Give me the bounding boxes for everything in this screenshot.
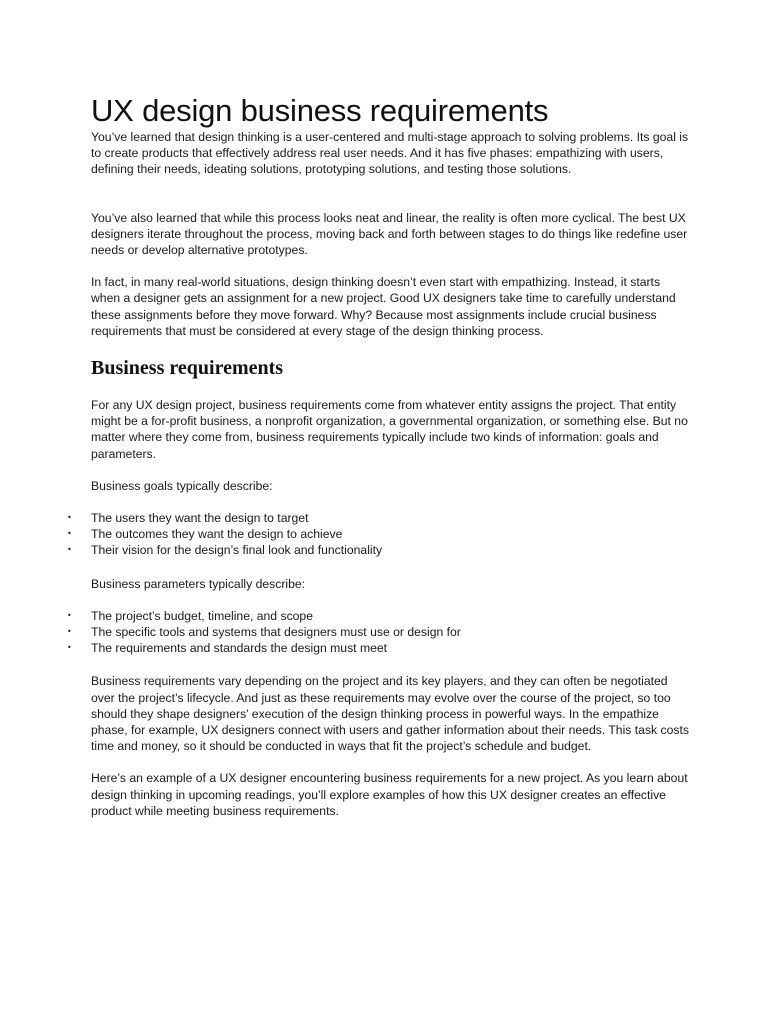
section-intro-paragraph: For any UX design project, business requirements come from whatever entity assigns the project. That entity might be a for-profit business, a nonprofit organization, a governmental organization, or something else. But no matter where they come from, business requirements typically include two kinds of information: goals and parameters. — [91, 398, 688, 461]
spacer — [91, 592, 691, 608]
spacer — [91, 380, 691, 397]
spacer — [91, 339, 691, 356]
section-heading: Business requirements — [91, 357, 284, 380]
list-item — [67, 608, 691, 624]
bullet-icon: • — [67, 610, 72, 620]
bullet-icon: • — [67, 643, 72, 653]
goals-lead: Business goals typically describe: — [91, 478, 273, 493]
spacer — [91, 258, 691, 274]
spacer — [91, 754, 691, 770]
list-item — [67, 542, 691, 558]
bullet-icon: • — [67, 529, 72, 539]
spacer — [91, 178, 691, 210]
parameters-lead: Business parameters typically describe: — [91, 576, 306, 591]
list-item-text: The requirements and standards the design must meet — [91, 641, 388, 656]
list-item — [67, 510, 691, 526]
list-item-text: The project’s budget, timeline, and scope — [91, 608, 313, 623]
spacer — [91, 559, 691, 576]
bullet-icon: • — [67, 513, 72, 523]
closing-paragraph-1: Business requirements vary depending on the project and its key players, and they can often be negotiated over the project’s lifecycle. And just as these requirements may evolve over the course of the project, so too should they shape designers’ execution of the design thinking process in powerful ways. In the empathize phase, for example, UX designers connect with users and gather information about their needs. This task costs time and money, so it should be conducted in ways that fit the project’s schedule and budget. — [91, 674, 689, 754]
spacer — [91, 494, 691, 510]
parameters-list — [67, 608, 691, 657]
list-item — [67, 640, 691, 656]
page-title: UX design business requirements — [91, 93, 549, 128]
list-item-text: Their vision for the design’s final look and functionality — [91, 543, 383, 558]
intro-paragraph-3: In fact, in many real-world situations, design thinking doesn’t even start with empathizing. Instead, it starts when a designer gets an assignment for a new project. Good UX designers take time to carefully understand these assignments before they move forward. Why? Because most assignments include crucial business requirements that must be considered at every stage of the design thinking process. — [91, 275, 676, 338]
goals-list — [67, 510, 691, 559]
list-item-text: The users they want the design to target — [91, 511, 309, 526]
list-item — [67, 624, 691, 640]
document-page — [67, 93, 691, 819]
list-item — [67, 526, 691, 542]
spacer — [91, 462, 691, 478]
spacer — [91, 656, 691, 673]
list-item-text: The specific tools and systems that designers must use or design for — [91, 625, 461, 640]
intro-paragraph-2: You’ve also learned that while this process looks neat and linear, the reality is often more cyclical. The best UX designers iterate throughout the process, moving back and forth between stages to do things like redefine user needs or develop alternative prototypes. — [91, 210, 688, 258]
bullet-icon: • — [67, 627, 72, 637]
closing-paragraph-2: Here’s an example of a UX designer encountering business requirements for a new project. As you learn about design thinking in upcoming readings, you’ll explore examples of how this UX designer creates an effective product while meeting business requirements. — [91, 771, 688, 818]
bullet-icon: • — [67, 545, 72, 555]
intro-paragraph-1: You’ve learned that design thinking is a user-centered and multi-stage approach to solving problems. Its goal is to create products that effectively address real user needs. And it has five phases: empathizing with users, defining their needs, ideating solutions, prototyping solutions, and testing those solutions. — [91, 130, 689, 177]
list-item-text: The outcomes they want the design to achieve — [91, 527, 343, 542]
